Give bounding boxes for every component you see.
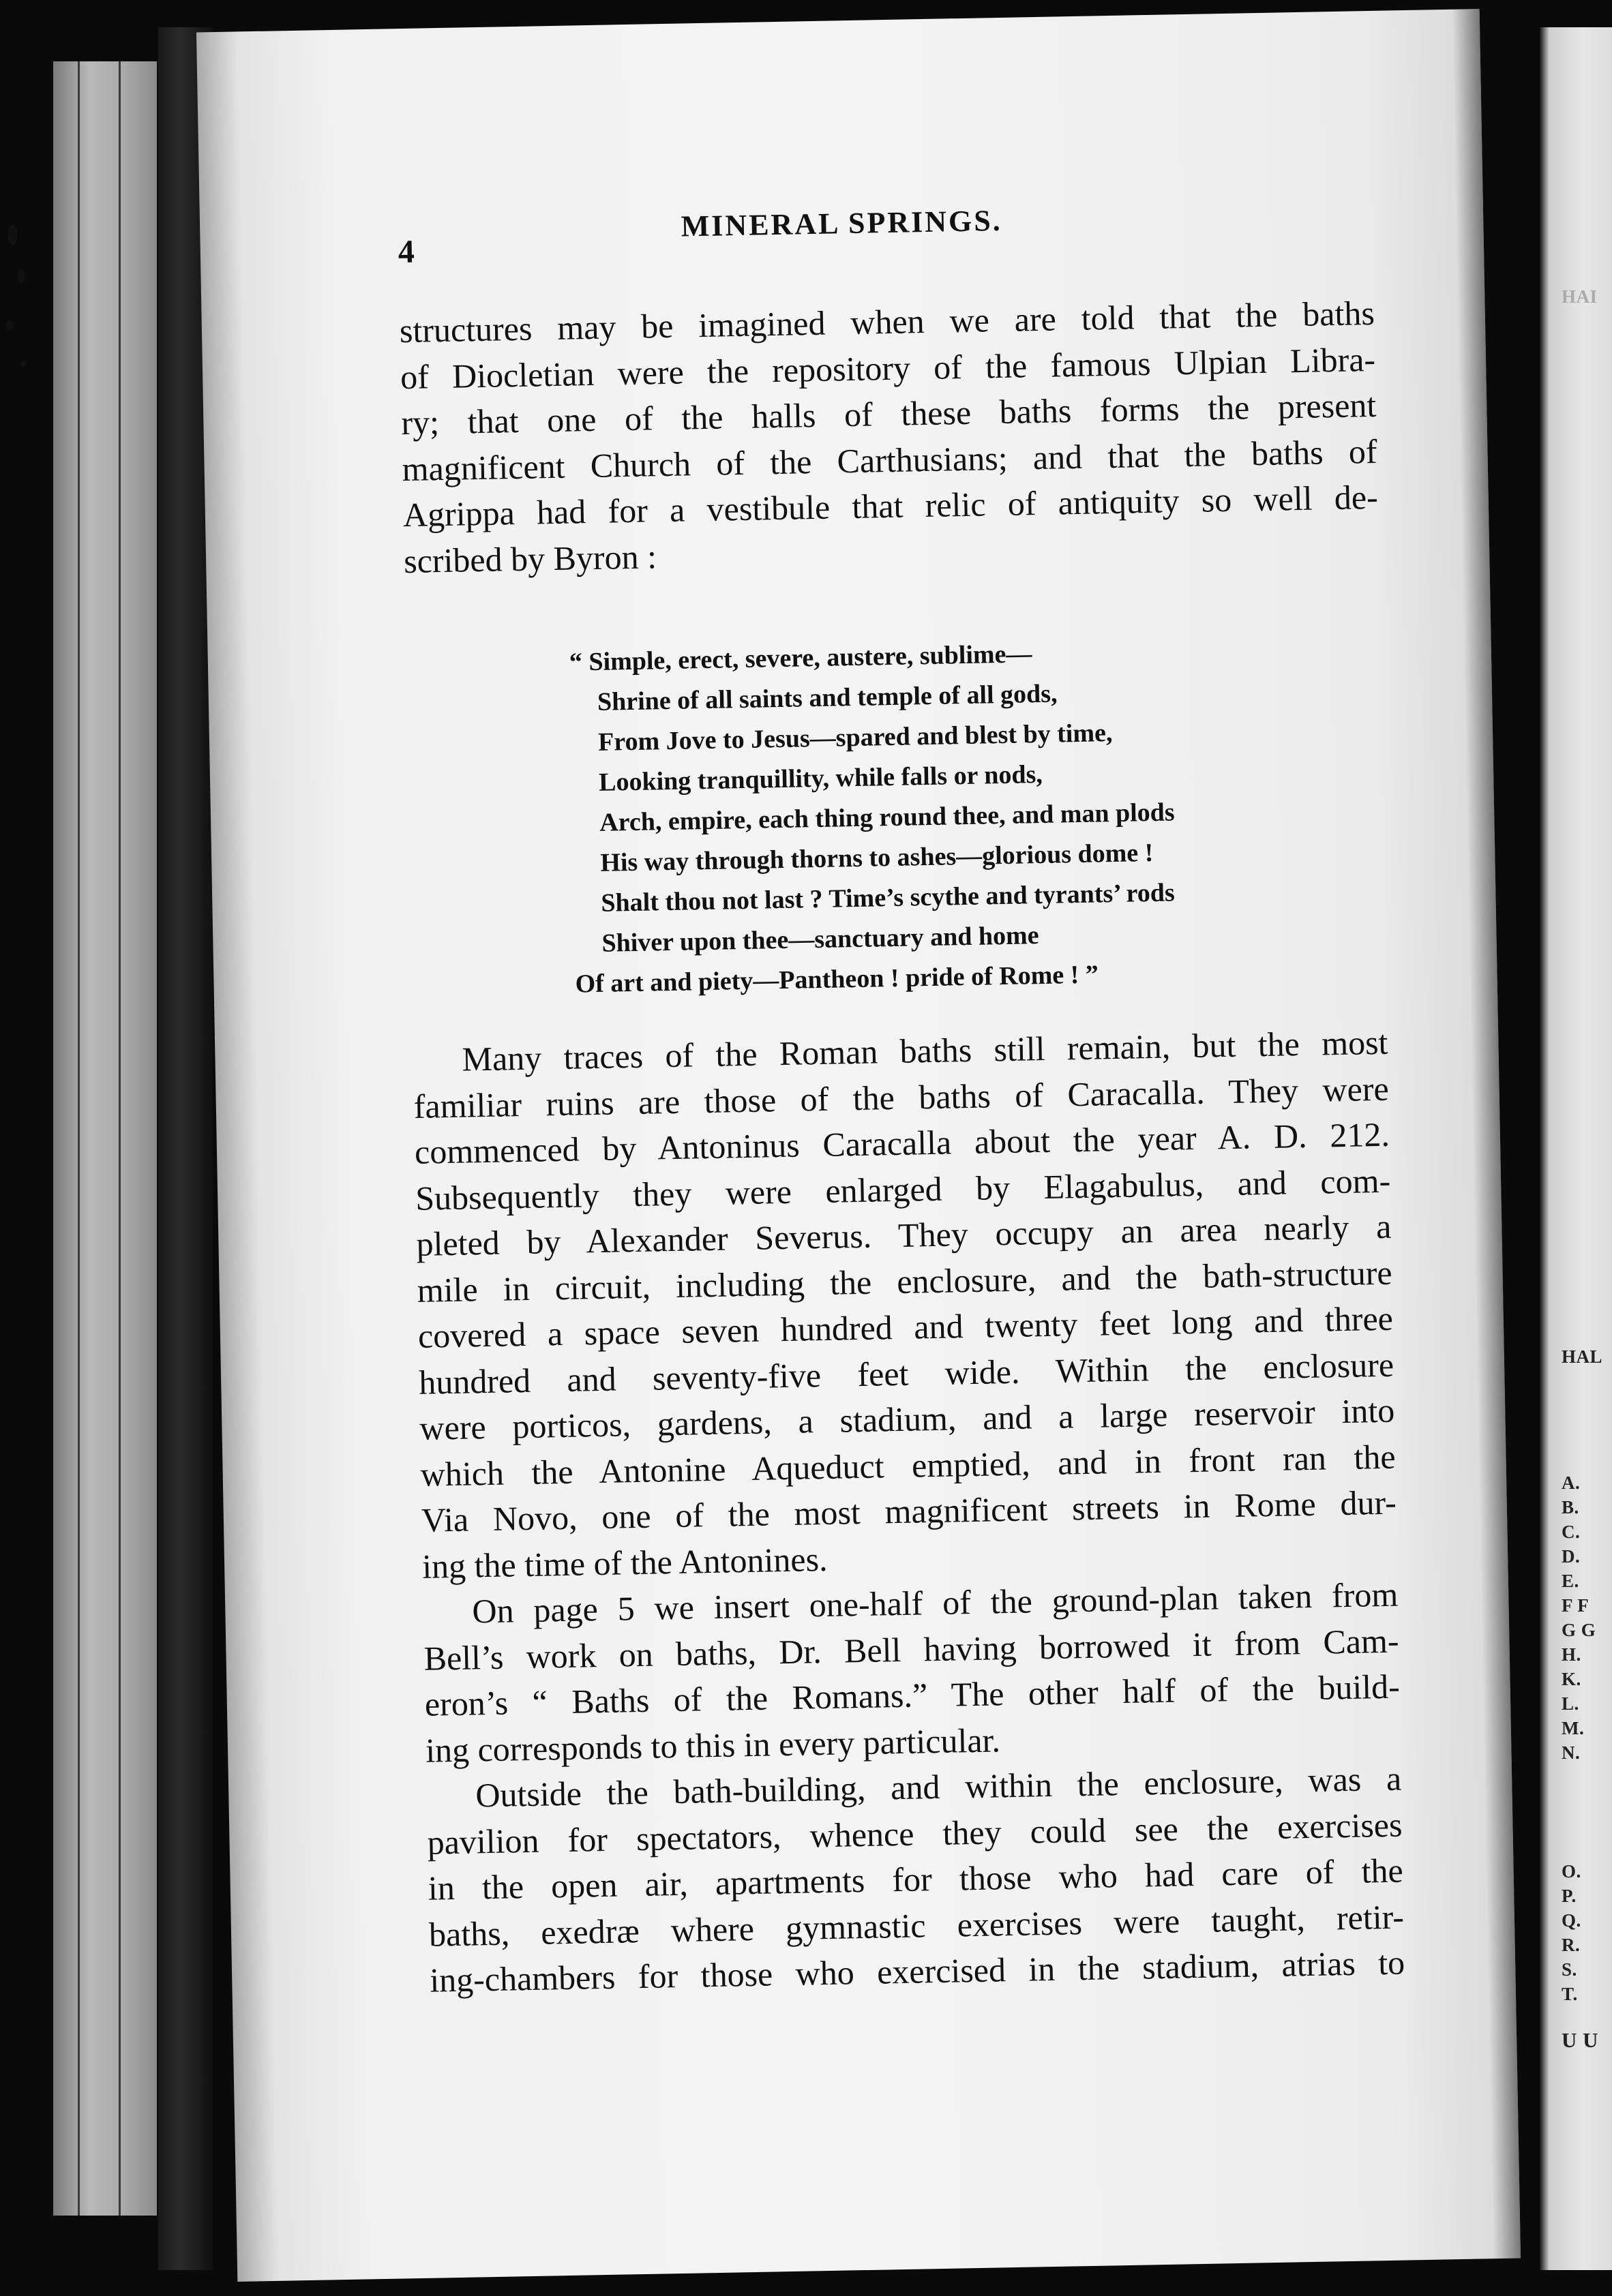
facing-page-sliver bbox=[1540, 27, 1612, 2270]
text-line: On page 5 we insert one-half of the ground-plan taken from bbox=[471, 1575, 1399, 1631]
poem-line: Of art and piety—Pantheon ! pride of Rome ! ” bbox=[575, 960, 1099, 999]
facing-fragment: S. bbox=[1562, 1959, 1577, 1980]
text-line: which the Antonine Aqueduct emptied, and in front ran the bbox=[420, 1437, 1397, 1494]
paragraph-enclosure bbox=[426, 1756, 1405, 2004]
facing-fragment: P. bbox=[1562, 1886, 1577, 1906]
facing-fragment: R. bbox=[1562, 1935, 1581, 1955]
facing-fragment: K. bbox=[1562, 1669, 1581, 1689]
poem-line: Looking tranquillity, while falls or nods, bbox=[598, 759, 1043, 797]
scan-speck bbox=[18, 269, 25, 283]
poem-line: Arch, empire, each thing round thee, and man plods bbox=[599, 798, 1176, 837]
paragraph-continued bbox=[399, 290, 1379, 584]
text-line: ing the time of the Antonines. bbox=[421, 1539, 828, 1586]
facing-fragment: HAI bbox=[1562, 286, 1598, 307]
facing-fragment: T. bbox=[1562, 1984, 1578, 2004]
facing-fragment: G G bbox=[1562, 1620, 1596, 1640]
text-line: pavilion for spectators, whence they could see the exercises bbox=[427, 1805, 1403, 1862]
paragraph-caracalla bbox=[413, 1020, 1398, 1590]
facing-fragment: L. bbox=[1562, 1693, 1579, 1714]
text-line: ing-chambers for those who exercised in the stadium, atrias to bbox=[429, 1943, 1405, 1999]
text-line: baths, exedræ where gymnastic exercises were taught, retir- bbox=[428, 1897, 1405, 1954]
page-number: 4 bbox=[398, 233, 415, 271]
facing-fragment: F F bbox=[1562, 1595, 1589, 1616]
binding-rule bbox=[78, 61, 80, 2216]
page-content bbox=[196, 9, 1521, 2282]
text-line: Many traces of the Roman baths still remain, but the most bbox=[462, 1023, 1388, 1078]
scan-speck bbox=[5, 320, 14, 330]
text-line: in the open air, apartments for those who had care of the bbox=[428, 1851, 1404, 1907]
poem-line: “ Simple, erect, severe, austere, sublime— bbox=[569, 639, 1032, 677]
running-head: MINERAL SPRINGS. bbox=[681, 203, 1003, 243]
facing-fragment: D. bbox=[1562, 1546, 1581, 1567]
text-line: ing corresponds to this in every particular. bbox=[425, 1720, 1001, 1770]
facing-fragment: M. bbox=[1562, 1718, 1585, 1738]
text-line: magnificent Church of the Carthusians; and that the baths of bbox=[402, 432, 1377, 488]
text-line: commenced by Antoninus Caracalla about the year A. D. 212. bbox=[414, 1115, 1390, 1171]
facing-fragment: B. bbox=[1562, 1497, 1579, 1517]
poem-line: Shrine of all saints and temple of all gods, bbox=[597, 679, 1058, 716]
scan-speck bbox=[20, 361, 26, 367]
text-line: Via Novo, one of the most magnificent streets in Rome dur- bbox=[421, 1483, 1397, 1539]
text-line: Outside the bath-building, and within the enclosure, was a bbox=[475, 1759, 1402, 1815]
facing-fragment: HAL bbox=[1562, 1346, 1603, 1367]
text-line: of Diocletian were the repository of the famous Ulpian Libra- bbox=[400, 339, 1376, 396]
text-line: mile in circuit, including the enclosure, and the bath-structure bbox=[417, 1253, 1393, 1310]
facing-fragment: Q. bbox=[1562, 1910, 1581, 1931]
poem-line: Shalt thou not last ? Time’s scythe and tyrants’ rods bbox=[601, 878, 1176, 918]
poem-line: From Jove to Jesus—spared and blest by time, bbox=[597, 719, 1113, 757]
text-line: scribed by Byron : bbox=[403, 537, 657, 580]
text-line: eron’s “ Baths of the Romans.” The other half of the build- bbox=[424, 1667, 1401, 1723]
byron-quotation bbox=[569, 628, 1394, 1005]
text-line: were porticos, gardens, a stadium, and a large reservoir into bbox=[419, 1391, 1395, 1447]
poem-line: Shiver upon thee—sanctuary and home bbox=[601, 921, 1039, 958]
facing-fragment: A. bbox=[1562, 1472, 1581, 1493]
text-line: ry; that one of the halls of these baths forms the present bbox=[400, 385, 1377, 442]
text-line: Bell’s work on baths, Dr. Bell having borrowed it from Cam- bbox=[423, 1621, 1399, 1678]
text-line: structures may be imagined when we are told that the baths bbox=[399, 293, 1375, 350]
text-line: hundred and seventy-five feet wide. Within the enclosure bbox=[418, 1345, 1394, 1402]
scan-speck bbox=[8, 225, 18, 245]
facing-fragment: O. bbox=[1562, 1861, 1581, 1882]
facing-fragment: H. bbox=[1562, 1644, 1581, 1665]
facing-fragment: U U bbox=[1562, 2028, 1599, 2052]
facing-fragment: E. bbox=[1562, 1571, 1579, 1591]
text-line: pleted by Alexander Severus. They occupy an area nearly a bbox=[416, 1207, 1392, 1263]
poem-line: His way through thorns to ashes—glorious dome ! bbox=[599, 839, 1154, 877]
text-line: Agrippa had for a vestibule that relic of antiquity so well de- bbox=[402, 477, 1379, 534]
facing-fragment: N. bbox=[1562, 1742, 1581, 1763]
facing-fragment: C. bbox=[1562, 1522, 1581, 1542]
text-line: familiar ruins are those of the baths of Caracalla. They were bbox=[413, 1069, 1390, 1126]
left-page-edge bbox=[53, 61, 157, 2216]
paragraph-ground-plan bbox=[423, 1572, 1401, 1774]
book-page bbox=[196, 9, 1521, 2282]
text-line: covered a space seven hundred and twenty feet long and three bbox=[417, 1299, 1394, 1355]
binding-rule bbox=[119, 61, 121, 2216]
text-line: Subsequently they were enlarged by Elagabulus, and com- bbox=[415, 1161, 1391, 1218]
